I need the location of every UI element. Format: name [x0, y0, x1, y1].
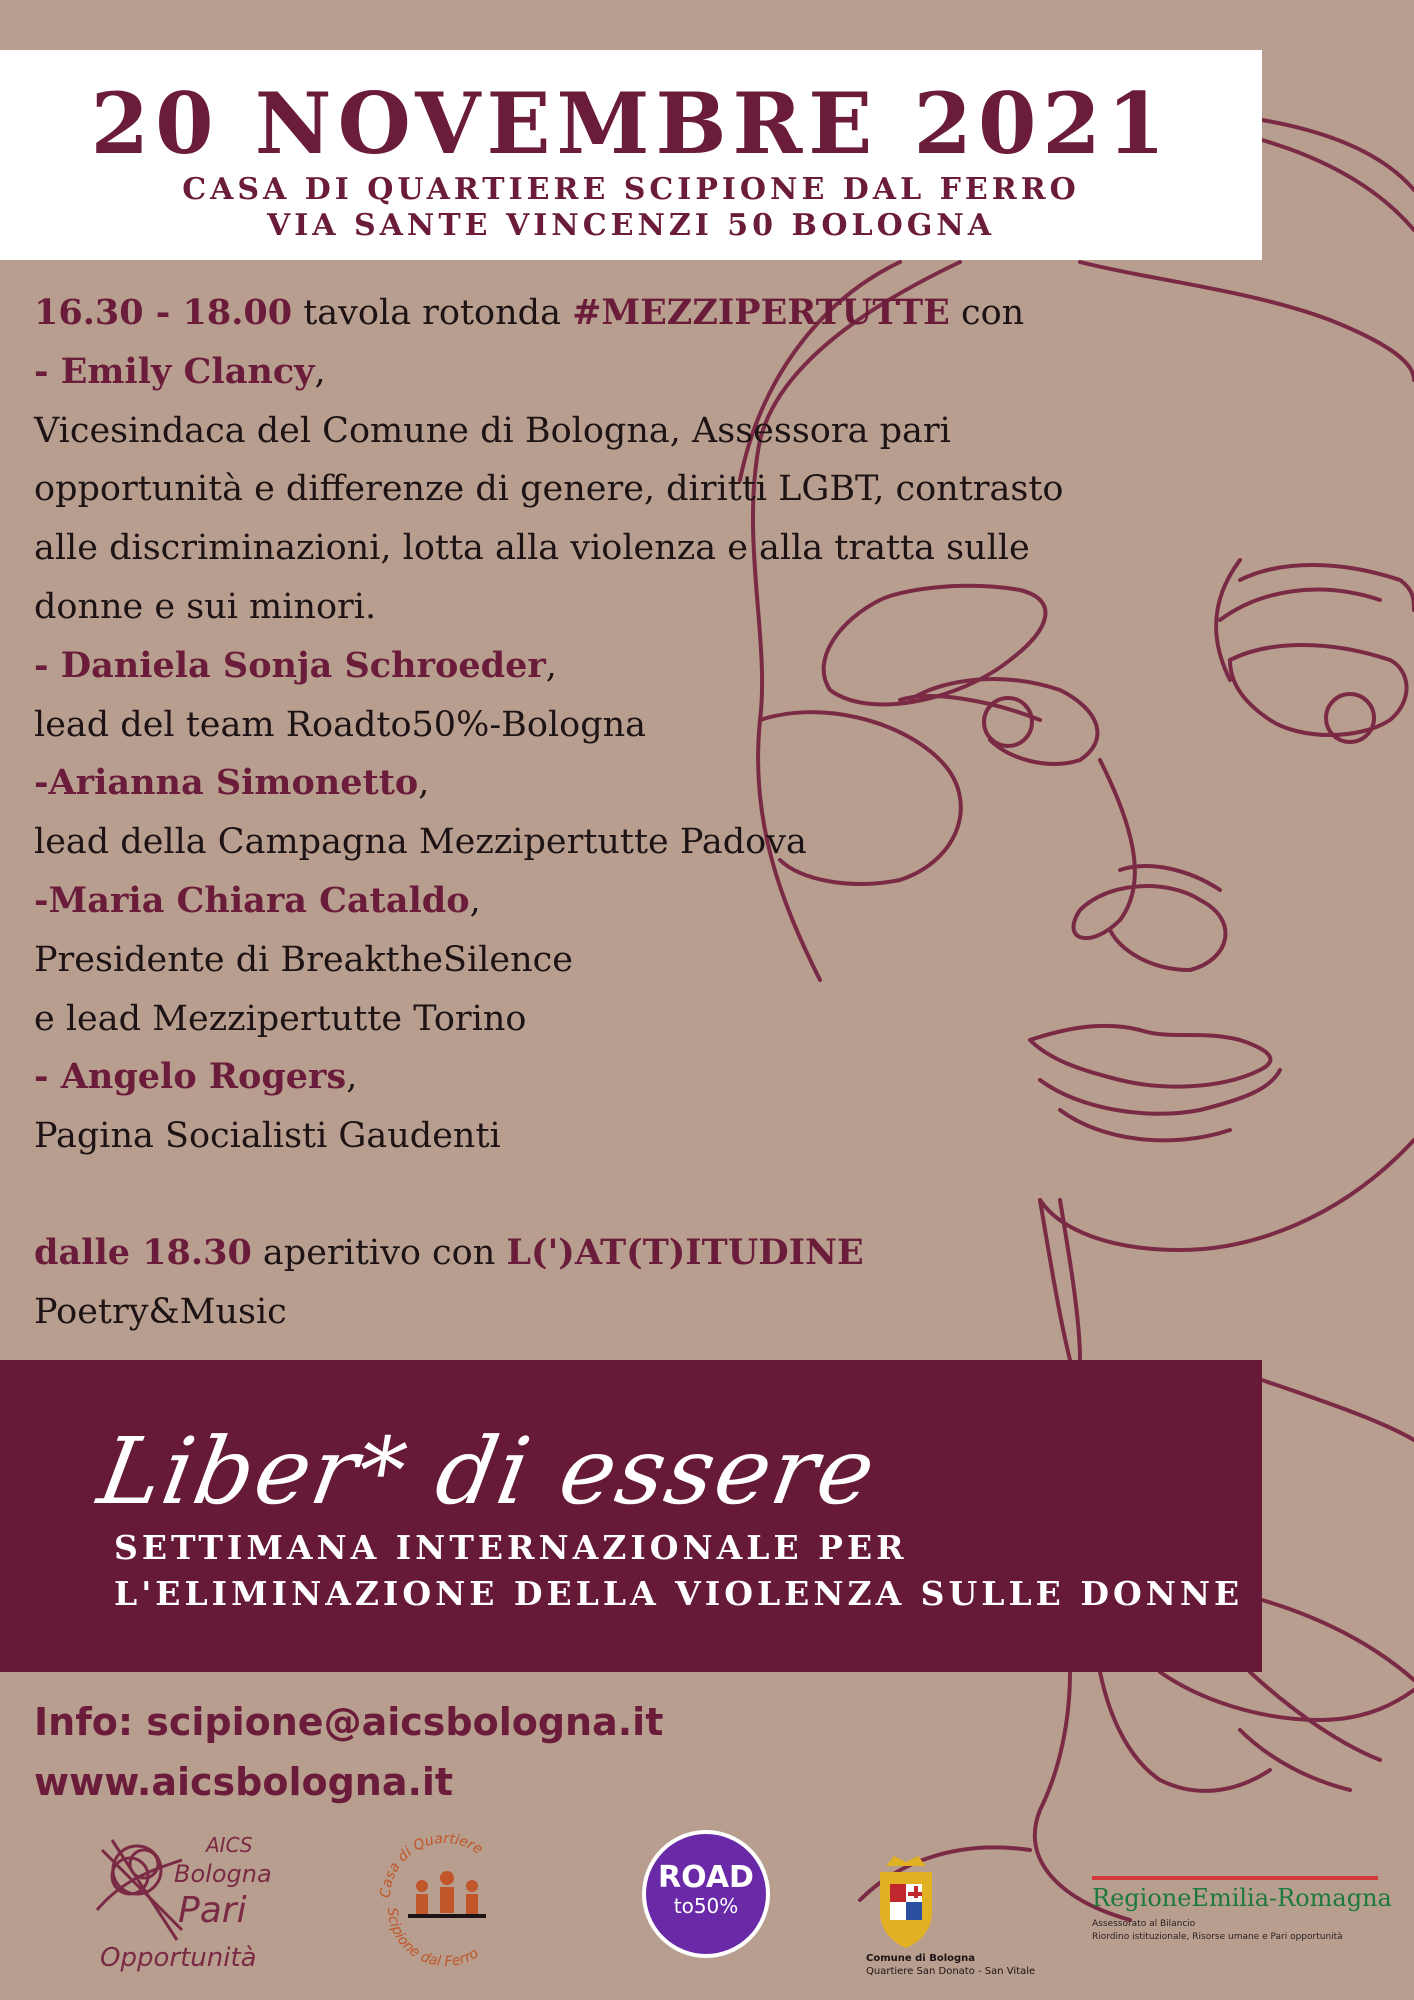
regione-emilia-romagna-logo: RegioneEmilia-Romagna Assessorato al Bilancio Riordino istituzionale, Risorse umane e Pari opportunità	[1092, 1876, 1384, 1944]
aperitivo-line: dalle 18.30 aperitivo con L(')AT(T)ITUDINE	[34, 1231, 864, 1273]
svg-text:Bologna: Bologna	[174, 1860, 272, 1888]
casa-di-quartiere-logo	[372, 1828, 522, 1988]
speaker-name-line: - Emily Clancy,	[34, 350, 326, 392]
speaker-name: Angelo Rogers	[60, 1056, 347, 1098]
road-to-50-logo: ROAD to50%	[642, 1830, 770, 1958]
speaker-role: Presidente di BreaktheSilence	[34, 939, 573, 980]
speaker-name: Emily Clancy	[60, 350, 315, 392]
venue-name: CASA DI QUARTIERE SCIPIONE DAL FERRO	[182, 172, 1080, 207]
hashtag: #MEZZIPERTUTTE	[572, 292, 950, 333]
speaker-role: donne e sui minori.	[34, 586, 377, 627]
speaker-role: Pagina Socialisti Gaudenti	[34, 1116, 501, 1157]
program	[34, 284, 1234, 1342]
poetry-music: Poetry&Music	[34, 1291, 287, 1332]
speaker-role: Vicesindaca del Comune di Bologna, Assessora pari	[34, 410, 951, 451]
speaker-name-line: - Angelo Rogers,	[34, 1056, 358, 1098]
script-title-text: Liber* di essere	[91, 1417, 885, 1525]
regione-red-bar	[1092, 1876, 1378, 1880]
svg-text:Scipione dal Ferro: Scipione dal Ferro	[383, 1907, 482, 1971]
speaker-role: lead del team Roadto50%-Bologna	[34, 704, 647, 745]
speaker-name: Maria Chiara Cataldo	[48, 879, 470, 921]
event-date: 20 NOVEMBRE 2021	[90, 74, 1172, 173]
svg-text:Pari: Pari	[178, 1890, 247, 1931]
speaker-role: lead della Campagna Mezzipertutte Padova	[34, 822, 807, 863]
speaker-name: Daniela Sonja Schroeder	[60, 644, 546, 686]
banner-subtitle	[114, 1525, 1243, 1617]
speaker-name: Arianna Simonetto	[48, 762, 419, 804]
script-title	[91, 1385, 885, 1545]
contact-info	[34, 1692, 663, 1812]
round-table-time: 16.30 - 18.00	[34, 292, 293, 333]
con-label: con	[949, 293, 1025, 333]
round-table-label: tavola rotonda	[292, 293, 573, 333]
speaker-role: alle discriminazioni, lotta alla violenza e alla tratta sulle	[34, 528, 1030, 569]
comune-di-bologna-caption: Comune di Bologna Quartiere San Donato - San Vitale	[866, 1953, 1036, 1977]
sponsor-logos	[0, 1810, 1414, 2000]
banner-subtitle-line-2: L'ELIMINAZIONE DELLA VIOLENZA SULLE DONNE	[114, 1574, 1244, 1613]
banner-subtitle-line-1: SETTIMANA INTERNAZIONALE PER	[114, 1528, 908, 1567]
speaker-role: opportunità e differenze di genere, diritti LGBT, contrasto	[34, 469, 1064, 510]
speaker-name-line: -Maria Chiara Cataldo,	[34, 879, 481, 921]
aperitivo-time: dalle 18.30	[34, 1231, 252, 1273]
aperitivo-group: L(')AT(T)ITUDINE	[506, 1231, 864, 1273]
round-table-line	[34, 284, 1234, 343]
date-header	[0, 50, 1262, 260]
speaker-name-line: - Daniela Sonja Schroeder,	[34, 644, 557, 686]
email-link[interactable]: Info: scipione@aicsbologna.it	[34, 1700, 664, 1744]
website-link[interactable]: www.aicsbologna.it	[34, 1760, 454, 1804]
speaker-name-line: -Arianna Simonetto,	[34, 762, 430, 804]
comune-di-bologna-crest-icon	[874, 1852, 938, 1952]
svg-text:AICS: AICS	[206, 1833, 253, 1857]
aics-pari-opportunita-logo	[82, 1820, 292, 1980]
svg-text:Opportunità: Opportunità	[100, 1943, 257, 1973]
speaker-role: e lead Mezzipertutte Torino	[34, 998, 527, 1039]
venue-address: VIA SANTE VINCENZI 50 BOLOGNA	[266, 208, 996, 243]
svg-text:Casa di Quartiere: Casa di Quartiere	[377, 1830, 486, 1899]
